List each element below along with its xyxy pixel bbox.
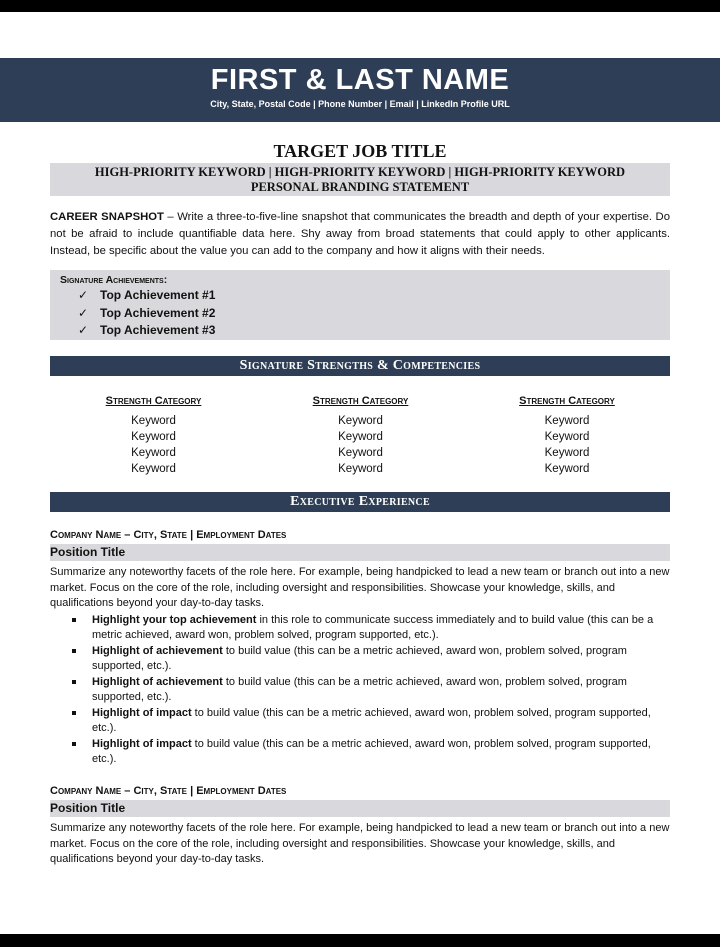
bullet-text: to build value (this can be a metric achieved, award won, problem solved, program supported, etc.). [92,737,651,765]
strength-column [50,393,257,477]
bullet-icon [72,742,76,746]
section-heading-experience: Executive Experience [50,492,670,512]
header-band [0,58,720,122]
branding-statement: PERSONAL BRANDING STATEMENT [250,180,470,194]
checkmark-icon: ✓ [78,288,89,302]
candidate-name: FIRST & LAST NAME [210,64,510,96]
bullet-icon [72,618,76,622]
bullet-icon [72,649,76,653]
strength-category: Strength Category [519,395,615,407]
company-line: Company Name – City, State | Employment Dates [50,785,287,797]
checkmark-icon: ✓ [78,323,89,337]
strength-column [464,393,670,477]
keyword: Keyword [131,415,176,427]
keyword: Keyword [338,463,383,475]
list-item [50,675,670,706]
keyword: Keyword [131,447,176,459]
list-item [60,287,660,305]
list-item [50,706,670,737]
strength-category: Strength Category [312,395,409,407]
bullet-highlight: Highlight your top achievement [92,613,257,626]
list-item [60,305,660,323]
bullet-text: to build value (this can be a metric achieved, award won, problem solved, program supported, etc.). [92,675,627,703]
job-entry [50,784,670,868]
keyword: Keyword [131,431,176,443]
snapshot-text: – Write a three-to-five-line snapshot that communicates the breadth and depth of your expertise. Do not be afraid to include quantifiable data here. Shy away from broad statements that could apply to other applicants. Instead, be specific about the value you can add to the company and how it aligns with their needs. [50,211,670,257]
list-item [60,322,660,340]
list-item [50,737,670,768]
achievement-text: Top Achievement #2 [100,305,216,320]
role-summary: Summarize any noteworthy facets of the role here. For example, being handpicked to lead a new team or branch out into a new market. Focus on the core of the role, including oversight and responsibilities. Showcase your knowledge, skills, and qualifications beyond your day-to-day tasks. [50,822,670,865]
keyword: Keyword [131,463,176,475]
bullet-text: in this role to communicate success immediately and to build value (this can be a metric achieved, award won, problem solved, program supported, etc.). [92,613,654,641]
role-summary: Summarize any noteworthy facets of the role here. For example, being handpicked to lead a new team or branch out into a new market. Focus on the core of the role, including oversight and responsibilities. Showcase your knowledge, skills, and qualifications beyond your day-to-day tasks. [50,566,670,609]
career-snapshot [50,209,670,260]
achievement-text: Top Achievement #3 [100,323,216,337]
keyword: Keyword [544,463,590,475]
keyword: Keyword [338,431,383,443]
section-heading-strengths: Signature Strengths & Competencies [50,356,670,376]
keyword: Keyword [544,447,590,459]
position-title: Position Title [50,800,670,817]
job-entry [50,528,670,768]
company-line: Company Name – City, State | Employment Dates [50,529,287,541]
checkmark-icon: ✓ [78,305,89,320]
list-item [50,644,670,675]
keyword: Keyword [544,431,590,443]
resume-page [0,12,720,934]
strengths-grid [50,393,670,477]
strength-category: Strength Category [105,395,202,407]
bullet-highlight: Highlight of impact [92,706,192,719]
achievements-box [50,270,670,340]
bullet-highlight: Highlight of achievement [92,675,223,688]
priority-keywords: HIGH-PRIORITY KEYWORD | HIGH-PRIORITY KEYWORD | HIGH-PRIORITY KEYWORD [94,165,626,179]
snapshot-label: CAREER SNAPSHOT [50,211,164,223]
achievement-text: Top Achievement #1 [100,288,216,302]
keyword: Keyword [338,447,383,459]
keyword-band [50,163,670,196]
bullet-text: to build value (this can be a metric achieved, award won, problem solved, program supported, etc.). [92,706,651,734]
bullet-highlight: Highlight of achievement [92,644,223,657]
bullet-icon [72,711,76,715]
contact-line: City, State, Postal Code | Phone Number | Email | LinkedIn Profile URL [210,99,510,109]
strength-column [257,393,464,477]
list-item [50,613,670,644]
keyword: Keyword [544,415,590,427]
bullet-highlight: Highlight of impact [92,737,192,750]
target-job-title: TARGET JOB TITLE [273,141,447,161]
achievements-label: Signature Achievements: [60,274,168,286]
bullet-text: to build value (this can be a metric achieved, award won, problem solved, program supported, etc.). [92,644,627,672]
keyword: Keyword [338,415,383,427]
position-title: Position Title [50,544,670,561]
achievement-bullets [50,613,670,768]
achievements-list [60,287,660,340]
bullet-icon [72,680,76,684]
